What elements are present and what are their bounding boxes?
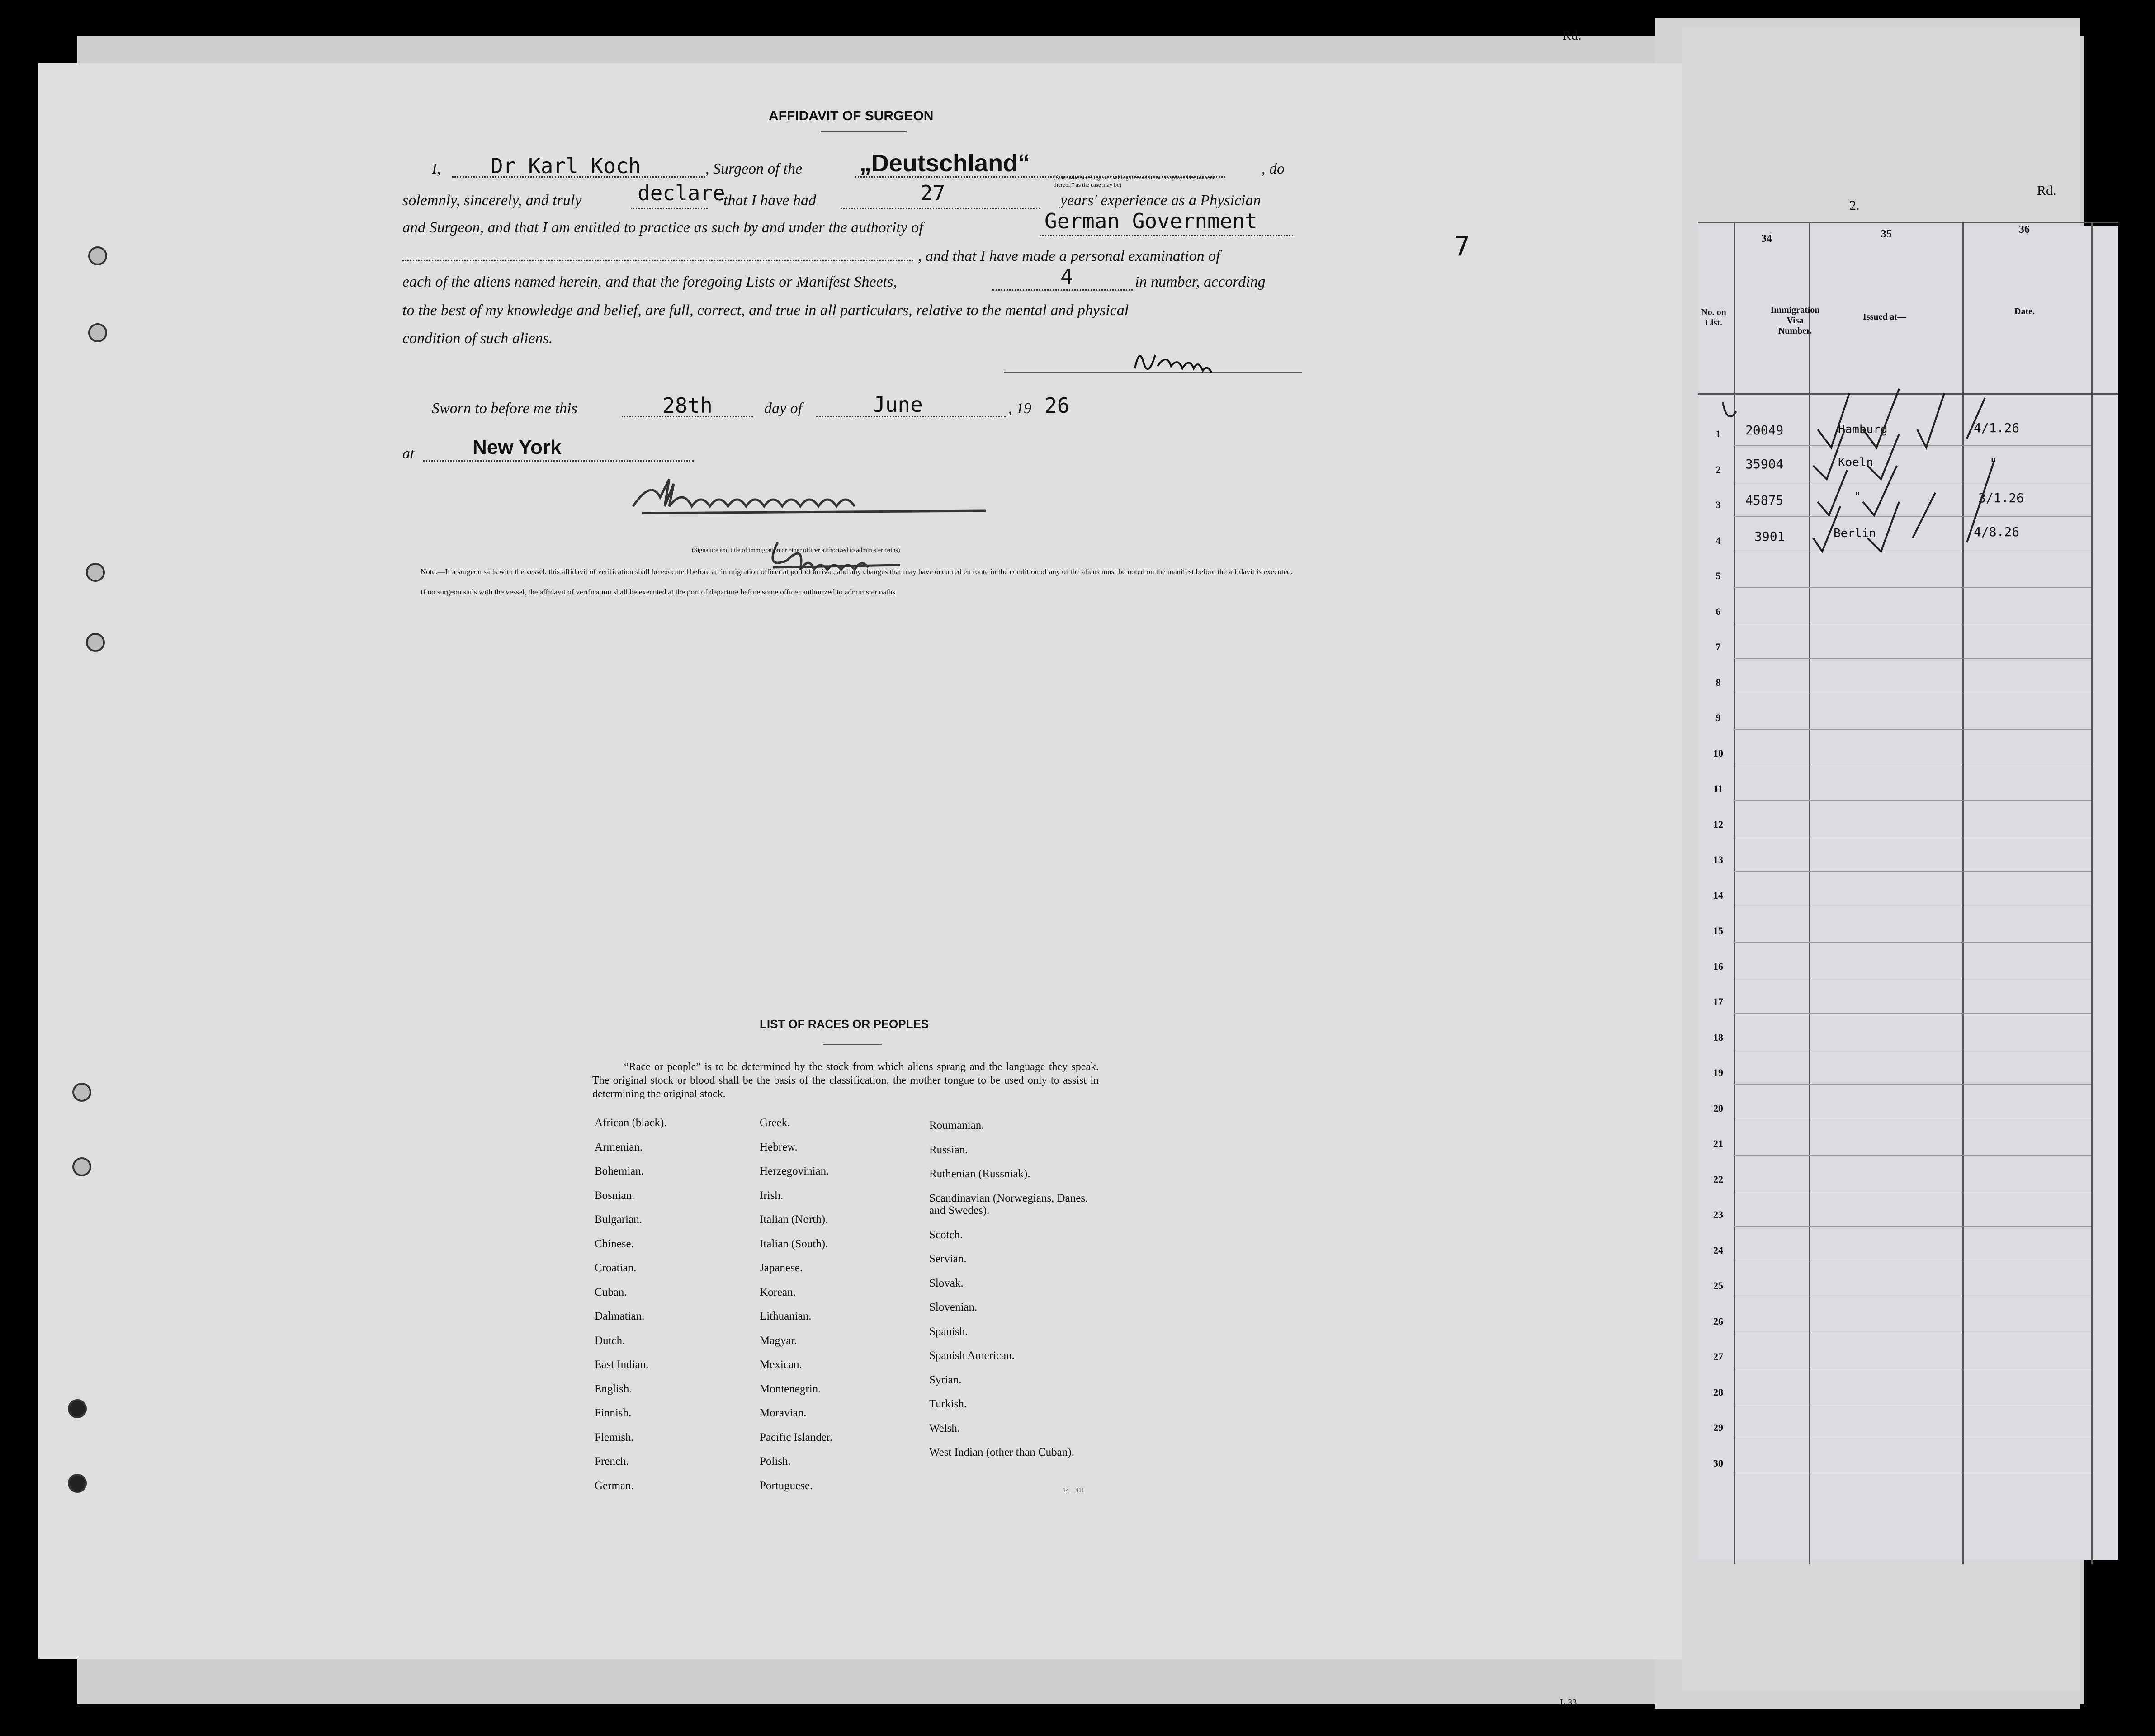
- row-rule: [1734, 1013, 2091, 1014]
- row-number: 1: [1715, 428, 1721, 439]
- row-number: 4: [1715, 534, 1721, 546]
- entry-visa-1: 20049: [1745, 423, 1784, 438]
- race-item: Roumanian.: [929, 1119, 984, 1132]
- race-item: Italian (North).: [760, 1213, 828, 1226]
- races-column-1: [595, 1117, 667, 1504]
- race-item: Finnish.: [595, 1407, 632, 1419]
- col-header-visa: Immigration Visa Number.: [1770, 305, 1820, 336]
- race-item: Korean.: [760, 1286, 796, 1298]
- row-number: 13: [1713, 854, 1723, 865]
- row-rule: [1734, 871, 2091, 872]
- entry-issued-3: ": [1854, 491, 1861, 504]
- line6-text: to the best of my knowledge and belief, are full, correct, and true in all particulars, relative to the mental and physical: [402, 302, 1129, 319]
- punch-hole: [88, 323, 107, 342]
- row-number: 22: [1713, 1173, 1723, 1185]
- race-item: Mexican.: [760, 1359, 802, 1371]
- surgeon-of-label: , Surgeon of the: [705, 160, 803, 177]
- entry-date-4: 4/8.26: [1974, 524, 2020, 539]
- title-underline: [821, 131, 907, 132]
- note-1: Note.—If a surgeon sails with the vessel, this affidavit of verification shall be executed before an immigration officer at port of arrival, and any changes that may have occurred en route in the condition of any of the aliens must be noted on the manifest before the affidavit is executed.: [421, 567, 1293, 576]
- sheet-count: 4: [1060, 264, 1073, 289]
- col-number-34: 34: [1761, 233, 1772, 245]
- race-item: German.: [595, 1479, 634, 1492]
- entry-visa-4: 3901: [1754, 529, 1785, 544]
- race-item: Slovak.: [929, 1277, 964, 1289]
- row-rule: [1734, 587, 2091, 588]
- blank-rule: [631, 208, 708, 209]
- race-item: Bosnian.: [595, 1189, 635, 1202]
- row-rule: [1734, 1226, 2091, 1227]
- entry-issued-4: Berlin: [1834, 527, 1876, 540]
- surgeon-signature: [1130, 344, 1212, 375]
- race-item: African (black).: [595, 1117, 667, 1129]
- race-item: Herzegovinian.: [760, 1165, 829, 1177]
- race-item: Scandinavian (Norwegians, Danes, and Swedes).: [929, 1192, 1088, 1217]
- row-number: 14: [1713, 889, 1723, 901]
- row-number: 28: [1713, 1386, 1723, 1398]
- punch-hole: [88, 246, 107, 265]
- row-rule: [1734, 800, 2091, 801]
- race-item: Spanish American.: [929, 1349, 1015, 1362]
- margin-mark: 7: [1454, 231, 1470, 262]
- sworn-month: June: [873, 392, 923, 417]
- race-item: Dutch.: [595, 1334, 625, 1347]
- race-item: Welsh.: [929, 1422, 960, 1434]
- header-mark-2: 2.: [1849, 198, 1860, 213]
- entry-issued-1: Hamburg: [1838, 423, 1888, 436]
- line4-text: , and that I have made a personal examination of: [918, 248, 1220, 264]
- row-rule: [1734, 1084, 2091, 1085]
- col-header-no-on-list: No. on List.: [1701, 307, 1726, 328]
- race-item: Bulgarian.: [595, 1213, 642, 1226]
- row-number: 5: [1715, 570, 1721, 581]
- races-column-3: [929, 1119, 1092, 1471]
- affidavit-i: I,: [432, 160, 441, 177]
- line3-pre: and Surgeon, and that I am entitled to practice as such by and under the authority of: [402, 219, 923, 236]
- row-number: 27: [1713, 1351, 1723, 1362]
- race-item: Flemish.: [595, 1431, 634, 1444]
- row-rule: [1734, 658, 2091, 659]
- form-number: 14—411: [1063, 1487, 1085, 1494]
- race-item: Servian.: [929, 1253, 967, 1265]
- blank-rule: [992, 289, 1133, 291]
- declare-word: declare: [638, 181, 725, 205]
- entry-date-2: ": [1990, 456, 1997, 471]
- col-header-date: Date.: [2014, 307, 2035, 316]
- race-item: Ruthenian (Russniak).: [929, 1168, 1030, 1180]
- row-number: 9: [1715, 712, 1721, 723]
- row-number: 26: [1713, 1315, 1723, 1327]
- line5-post: in number, according: [1135, 274, 1266, 290]
- race-item: Turkish.: [929, 1398, 967, 1410]
- punch-hole: [72, 1157, 91, 1176]
- race-item: English.: [595, 1382, 632, 1395]
- sworn-year: 26: [1044, 393, 1070, 418]
- row-number: 18: [1713, 1031, 1723, 1043]
- officer-signature: [624, 475, 1049, 579]
- header-mark-rd: Rd.: [2037, 183, 2056, 198]
- race-item: Portuguese.: [760, 1479, 813, 1492]
- row-number: 24: [1713, 1244, 1723, 1256]
- row-number: 15: [1713, 925, 1723, 936]
- race-item: Pacific Islander.: [760, 1431, 833, 1444]
- punch-hole: [72, 1083, 91, 1102]
- entry-visa-3: 45875: [1745, 493, 1784, 508]
- state-note: (State whether Surgeon “sailing therewith” or “employed by owners thereof,” as the case may be): [1054, 174, 1214, 188]
- races-column-2: [760, 1117, 832, 1504]
- row-number: 12: [1713, 818, 1723, 830]
- sworn-place: New York: [473, 436, 562, 458]
- note-2: If no surgeon sails with the vessel, the affidavit of verification shall be executed at the port of departure before some officer authorized to administer oaths.: [421, 588, 898, 596]
- race-item: Dalmatian.: [595, 1310, 645, 1322]
- punch-hole: [68, 1474, 87, 1493]
- race-item: Italian (South).: [760, 1237, 828, 1250]
- races-title-underline: [823, 1044, 882, 1045]
- ship-name: „Deutschland“: [859, 150, 1030, 177]
- row-number: 30: [1713, 1457, 1723, 1469]
- authority: German Government: [1044, 209, 1257, 233]
- race-item: Hebrew.: [760, 1141, 798, 1153]
- race-item: Russian.: [929, 1143, 968, 1156]
- footer-mark: L.33: [1560, 1698, 1577, 1708]
- row-number: 21: [1713, 1138, 1723, 1149]
- race-item: Bohemian.: [595, 1165, 644, 1177]
- row-number: 23: [1713, 1209, 1723, 1220]
- line2-mid: that I have had: [723, 192, 816, 209]
- race-item: Syrian.: [929, 1373, 962, 1386]
- header-mark-rd-top: Rd.: [1562, 28, 1582, 43]
- at-label: at: [402, 445, 415, 462]
- race-item: West Indian (other than Cuban).: [929, 1446, 1074, 1458]
- day-of-label: day of: [764, 400, 803, 417]
- race-item: French.: [595, 1455, 629, 1467]
- race-item: Polish.: [760, 1455, 791, 1467]
- race-item: Moravian.: [760, 1407, 807, 1419]
- punch-hole: [86, 633, 105, 652]
- race-item: Greek.: [760, 1117, 790, 1129]
- punch-hole: [68, 1399, 87, 1418]
- header-rule-top: [1698, 222, 2118, 223]
- years-experience: 27: [920, 181, 945, 205]
- race-item: Magyar.: [760, 1334, 797, 1347]
- line2-pre: solemnly, sincerely, and truly: [402, 192, 582, 209]
- race-item: Spanish.: [929, 1325, 968, 1338]
- row-number: 2: [1715, 463, 1721, 475]
- row-number: 10: [1713, 747, 1723, 759]
- race-item: Chinese.: [595, 1237, 634, 1250]
- row-number: 3: [1715, 499, 1721, 510]
- races-intro: “Race or people” is to be determined by the stock from which aliens sprang and the language they speak. The original stock or blood shall be the basis of the classification, the mother tongue to be used only to assist in determining the original stock.: [592, 1061, 1099, 1100]
- row-number: 17: [1713, 996, 1723, 1007]
- row-rule: [1734, 1155, 2091, 1156]
- row-number: 25: [1713, 1280, 1723, 1291]
- col-header-issued: Issued at—: [1863, 312, 1907, 322]
- check-marks-drawing: [1714, 362, 2103, 561]
- blank-rule: [423, 460, 694, 462]
- row-rule: [1734, 942, 2091, 943]
- sworn-day: 28th: [662, 393, 713, 418]
- row-number: 20: [1713, 1102, 1723, 1114]
- race-item: Slovenian.: [929, 1301, 978, 1313]
- row-number: 11: [1713, 783, 1723, 794]
- entry-visa-2: 35904: [1745, 457, 1784, 472]
- row-number: 7: [1715, 641, 1721, 652]
- entry-date-1: 4/1.26: [1974, 420, 2020, 435]
- affidavit-title: AFFIDAVIT OF SURGEON: [769, 108, 934, 123]
- blank-rule: [402, 260, 913, 261]
- row-number: 16: [1713, 960, 1723, 972]
- do-label: , do: [1262, 160, 1285, 177]
- race-item: East Indian.: [595, 1359, 649, 1371]
- races-title: LIST OF RACES OR PEOPLES: [760, 1017, 929, 1031]
- line2-post: years' experience as a Physician: [1060, 192, 1261, 209]
- row-number: 19: [1713, 1067, 1723, 1078]
- race-item: Montenegrin.: [760, 1382, 821, 1395]
- year-prefix: , 19: [1008, 400, 1031, 417]
- col-number-36: 36: [2019, 224, 2030, 236]
- race-item: Scotch.: [929, 1228, 963, 1241]
- blank-rule: [841, 208, 1040, 209]
- race-item: Irish.: [760, 1189, 784, 1202]
- blank-rule: [1040, 235, 1293, 236]
- row-rule: [1734, 729, 2091, 730]
- surgeon-name: Dr Karl Koch: [491, 154, 641, 178]
- race-item: Lithuanian.: [760, 1310, 812, 1322]
- sworn-pre: Sworn to before me this: [432, 400, 577, 417]
- race-item: Armenian.: [595, 1141, 643, 1153]
- signature-caption: (Signature and title of immigration or other officer authorized to administer oaths): [692, 547, 900, 554]
- race-item: Cuban.: [595, 1286, 627, 1298]
- line5-pre: each of the aliens named herein, and that the foregoing Lists or Manifest Sheets,: [402, 274, 897, 290]
- line7-text: condition of such aliens.: [402, 330, 553, 347]
- race-item: Croatian.: [595, 1262, 637, 1274]
- col-number-35: 35: [1881, 228, 1892, 240]
- entry-date-3: 3/1.26: [1978, 491, 2024, 505]
- punch-hole: [86, 563, 105, 582]
- entry-issued-2: Koeln: [1838, 456, 1874, 469]
- row-number: 6: [1715, 605, 1721, 617]
- row-number: 8: [1715, 676, 1721, 688]
- row-number: 29: [1713, 1422, 1723, 1433]
- race-item: Japanese.: [760, 1262, 803, 1274]
